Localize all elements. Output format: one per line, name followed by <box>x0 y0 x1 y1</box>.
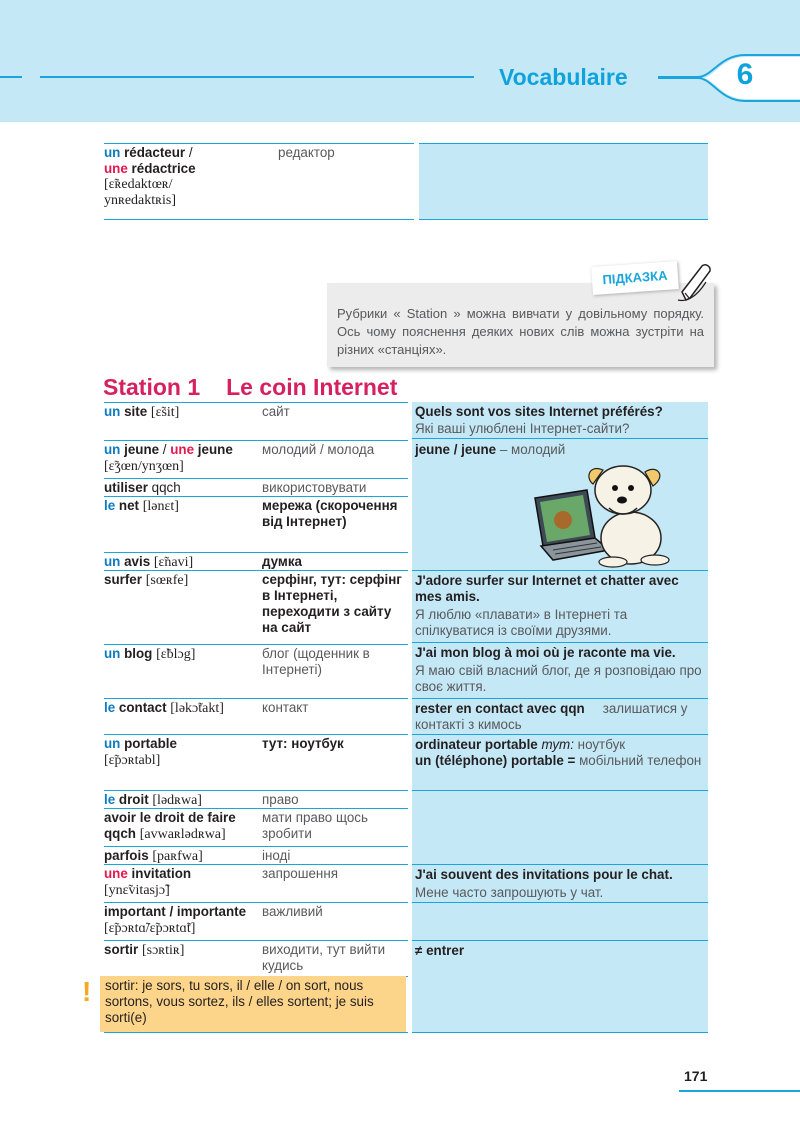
example-fr: J'adore surfer sur Internet et chatter avec mes amis. <box>415 573 679 604</box>
page-number-rule <box>679 1090 800 1092</box>
entry-contact: le contact [ləkɔ̃takt] <box>104 700 224 716</box>
entry-surfer: surfer [sœʀfe] <box>104 572 189 588</box>
entry-parfois: parfois [paʀfwa] <box>104 848 203 864</box>
vocab-table: un site [ɛ̃sit] сайт un jeune / une jeune [ɛ̃ʒœn/ynʒœn] молодий / молода utiliser qqch використовувати le net [lənɛt] мережа (скорочення від Інтернет) un avis [ɛ̃navi] думка surfer [sœʀfe] серфінг, тут: серфінг в Інтернеті, переходити з сайту на сайт un blog [ɛ̃blɔg] блог (щоденник в Інтернеті) le contact [ləkɔ̃takt] контакт un portable [ɛ̃pɔʀtabl] тут: ноутбук le droit [lədʀwa] право avoir le droit de faire qqch [avwaʀlədʀwa] мати право щось зробити parfois [paʀfwa] іноді une invitation [ynɛ̃vitasjɔ̃] запрошення important / importante [ɛ̃pɔʀtɑ̃/ɛ̃pɔʀtɑ̃t] важливий sortir [sɔʀtiʀ] виходити, тут вийти кудись <box>104 402 408 1032</box>
example-portable: ordinateur portable тут: ноутбук un (téléphone) portable = мобільний телефон <box>415 737 702 768</box>
entry-blog: un blog [ɛ̃blɔg] <box>104 646 196 662</box>
top-entry: un rédacteur / une rédactrice [ɛ̃ʀedaktœʀ/ ynʀedaktʀis] редактор <box>104 143 414 221</box>
example-ua: Які ваші улюблені Інтернет-сайти? <box>415 421 630 436</box>
header-rule <box>40 76 474 78</box>
example-jeune: jeune / jeune – молодий <box>415 442 566 457</box>
tip-label: ПІДКАЗКА <box>591 261 679 295</box>
page-number: 171 <box>684 1068 708 1084</box>
chapter-number: 6 <box>736 58 754 91</box>
example-antonym: ≠ entrer <box>415 943 465 958</box>
entry-important: important / importante [ɛ̃pɔʀtɑ̃/ɛ̃pɔʀtɑ̃t] <box>104 904 247 936</box>
chapter-title: Vocabulaire <box>499 64 628 90</box>
divider <box>419 219 708 220</box>
example-panel <box>419 143 708 220</box>
translation: редактор <box>278 145 335 160</box>
tip-text: Рубрики « Station » можна вивчати у довільному порядку. Ось чому пояснення деяких нових слів можна зустріти на різних «станціях». <box>337 306 704 357</box>
entry-jeune: un jeune / une jeune [ɛ̃ʒœn/ynʒœn] <box>104 442 233 474</box>
divider <box>104 143 414 144</box>
word-redactrice: rédactrice <box>131 161 196 176</box>
example-fr: J'ai souvent des invitations pour le chat. <box>415 867 673 882</box>
word-redacteur: rédacteur <box>124 145 186 160</box>
exclamation-icon: ! <box>82 976 92 1007</box>
example-fr: Quels sont vos sites Internet préférés? <box>415 404 663 419</box>
note-text: sortir: je sors, tu sors, il / elle / on sort, nous sortons, vous sortez, ils / elles sortent; je suis sorti(e) <box>105 978 374 1025</box>
entry-droit: le droit [lədʀwa] <box>104 792 202 808</box>
station-title: Station 1 Le coin Internet <box>103 374 398 400</box>
header-rule-left <box>0 76 22 78</box>
example-ua: Я люблю «плавати» в Інтернеті та спілкуватися із своїми друзями. <box>415 607 628 638</box>
divider <box>419 143 708 144</box>
entry-net: le net [lənɛt] <box>104 498 179 514</box>
phonetic: [ɛ̃ʀedaktœʀ/ ynʀedaktʀis] <box>104 177 176 208</box>
divider <box>104 219 414 220</box>
entry-avoir-le-droit: avoir le droit de faire qqch [avwaʀlədʀwa] <box>104 810 236 842</box>
example-contact: rester en contact avec qqn залишатися у контакті з кимось <box>415 701 688 732</box>
entry-site: un site [ɛ̃sit] <box>104 404 180 420</box>
entry-sortir: sortir [sɔʀtiʀ] <box>104 942 185 958</box>
example-ua: Я маю свій власний блог, де я розповідаю про своє життя. <box>415 663 702 694</box>
chapter-tab-shape <box>650 50 800 106</box>
entry-avis: un avis [ɛ̃navi] <box>104 554 194 570</box>
entry-portable: un portable [ɛ̃pɔʀtabl] <box>104 736 177 768</box>
entry-utiliser: utiliser qqch <box>104 480 181 495</box>
dog-laptop-illustration <box>505 458 675 568</box>
pencil-icon <box>676 262 718 304</box>
example-fr: J'ai mon blog à moi où je raconte ma vie. <box>415 645 676 660</box>
entry-invitation: une invitation [ynɛ̃vitasjɔ̃] <box>104 866 192 898</box>
example-ua: Мене часто запрошують у чат. <box>415 885 604 900</box>
